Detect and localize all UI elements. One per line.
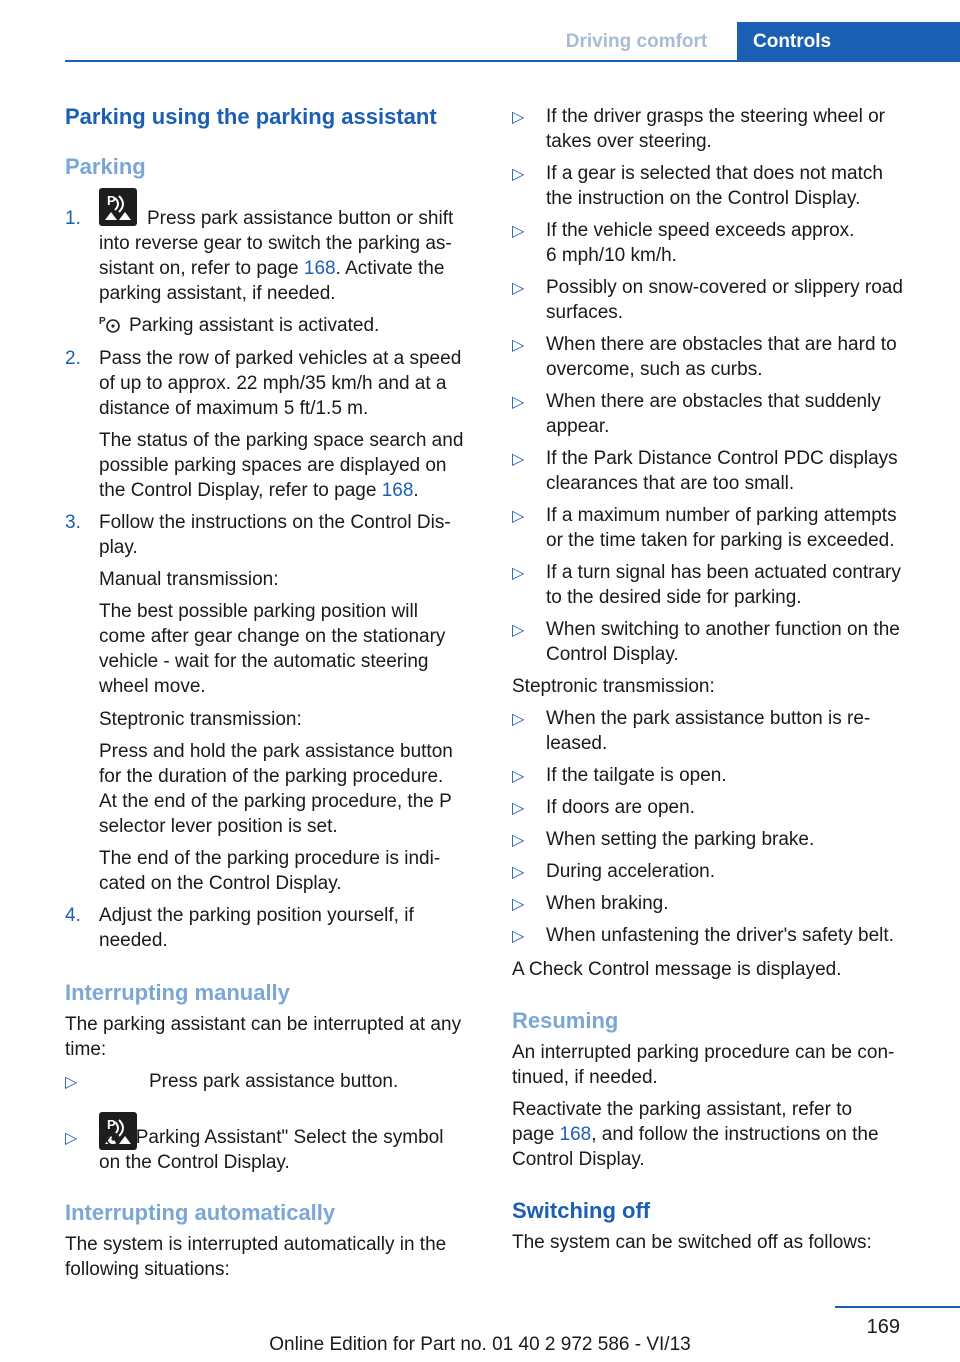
paragraph: A Check Control message is displayed. — [512, 959, 842, 980]
bullet-text: When there are obstacles that suddenly — [546, 391, 881, 412]
bullet-text: If a gear is selected that does not match — [546, 163, 883, 184]
step-text: selector lever position is set. — [99, 816, 338, 837]
step-text: Manual transmission: — [99, 569, 279, 590]
bullet-text: If the Park Distance Control PDC displays — [546, 448, 898, 469]
bullet-triangle: ▷ — [512, 832, 525, 849]
bullet-triangle: ▷ — [512, 711, 525, 728]
bullet-triangle: ▷ — [512, 565, 525, 582]
paragraph — [512, 1122, 879, 1147]
text: . Activate the — [335, 258, 445, 279]
bullet-triangle: ▷ — [512, 800, 525, 817]
paragraph: Steptronic transmission: — [512, 676, 715, 697]
page-number: 169 — [866, 1316, 900, 1338]
subheading-switching-off: Switching off — [512, 1198, 651, 1223]
step-text: Follow the instructions on the Control Dis- — [99, 512, 451, 533]
bullet-text: When switching to another function on the — [546, 619, 900, 640]
step-number: 2. — [65, 348, 81, 369]
bullet-text: overcome, such as curbs. — [546, 359, 763, 380]
paragraph: Reactivate the parking assistant, refer to — [512, 1099, 853, 1120]
step-text — [99, 256, 444, 281]
svg-text:P: P — [107, 193, 116, 208]
online-edition-note: Online Edition for Part no. 01 40 2 972 586 - VI/13 — [269, 1334, 691, 1355]
step-text: play. — [99, 537, 138, 558]
paragraph: The system can be switched off as follows: — [512, 1232, 872, 1253]
step-text: wheel move. — [99, 676, 206, 697]
text: , and follow the instructions on the — [591, 1124, 879, 1145]
bullet-triangle: ▷ — [512, 896, 525, 913]
svg-text:P: P — [107, 1117, 116, 1132]
bullet-text: clearances that are too small. — [546, 473, 795, 494]
bullet-triangle: ▷ — [512, 508, 525, 525]
page-link[interactable]: 168 — [381, 480, 414, 501]
text: the Control Display, refer to page — [99, 480, 382, 501]
step-text: vehicle - wait for the automatic steering — [99, 651, 429, 672]
step-text: Press and hold the park assistance button — [99, 741, 453, 762]
bullet-triangle: ▷ — [512, 109, 525, 126]
bullet-text: During acceleration. — [546, 861, 715, 882]
bullet-triangle: ▷ — [512, 451, 525, 468]
paragraph: time: — [65, 1039, 107, 1060]
paragraph: The system is interrupted automatically in the — [65, 1234, 447, 1255]
paragraph: The parking assistant can be interrupted at any — [65, 1014, 462, 1035]
bullet-triangle: ▷ — [512, 223, 525, 240]
step-text: cated on the Control Display. — [99, 873, 342, 894]
step-text: into reverse gear to switch the parking as- — [99, 233, 452, 254]
step-text — [99, 478, 419, 503]
bullet-triangle: ▷ — [512, 928, 525, 945]
paragraph: Control Display. — [512, 1149, 645, 1170]
header-chapter: Controls — [737, 22, 960, 62]
bullet-text: "Parking Assistant" Select the symbol — [129, 1127, 444, 1148]
bullet-triangle: ▷ — [512, 622, 525, 639]
step-number: 4. — [65, 905, 81, 926]
bullet-triangle: ▷ — [512, 864, 525, 881]
bullet-text: When there are obstacles that are hard to — [546, 334, 897, 355]
header-rule — [65, 60, 960, 62]
bullet-triangle: ▷ — [512, 166, 525, 183]
bullet-text: Possibly on snow-covered or slippery road — [546, 277, 903, 298]
bullet-text: Control Display. — [546, 644, 679, 665]
bullet-triangle: ▷ — [65, 1130, 78, 1147]
text: sistant on, refer to page — [99, 258, 304, 279]
text: . — [413, 480, 419, 501]
step-text: Steptronic transmission: — [99, 709, 302, 730]
step-text: distance of maximum 5 ft/1.5 m. — [99, 398, 369, 419]
page-title: Parking using the parking assistant — [65, 104, 437, 129]
bullet-text: If doors are open. — [546, 797, 695, 818]
bullet-text: on the Control Display. — [99, 1152, 290, 1173]
bullet-triangle: ▷ — [65, 1074, 78, 1091]
bullet-text: the instruction on the Control Display. — [546, 188, 861, 209]
step-text: The end of the parking procedure is indi- — [99, 848, 441, 869]
bullet-text: If the driver grasps the steering wheel or — [546, 106, 886, 127]
svg-text:P: P — [99, 1129, 106, 1140]
bullet-text: If a turn signal has been actuated contrary — [546, 562, 901, 583]
step-text: parking assistant, if needed. — [99, 283, 336, 304]
step-text: of up to approx. 22 mph/35 km/h and at a — [99, 373, 447, 394]
bullet-text: When unfastening the driver's safety belt. — [546, 925, 894, 946]
bullet-text: Press park assistance button. — [149, 1071, 399, 1092]
paragraph: tinued, if needed. — [512, 1067, 658, 1088]
page-link[interactable]: 168 — [559, 1124, 592, 1145]
bullet-triangle: ▷ — [512, 768, 525, 785]
note-text: Parking assistant is activated. — [129, 315, 380, 336]
step-text: The status of the parking space search and — [99, 430, 464, 451]
bullet-text: If the tailgate is open. — [546, 765, 727, 786]
bullet-text: takes over steering. — [546, 131, 712, 152]
bullet-text: 6 mph/10 km/h. — [546, 245, 677, 266]
step-text: Adjust the parking position yourself, if — [99, 905, 414, 926]
bullet-triangle: ▷ — [512, 337, 525, 354]
step-text: Press park assistance button or shift — [147, 208, 454, 229]
step-text: possible parking spaces are displayed on — [99, 455, 447, 476]
paragraph: following situations: — [65, 1259, 230, 1280]
bullet-text: If the vehicle speed exceeds approx. — [546, 220, 855, 241]
bullet-text: If a maximum number of parking attempts — [546, 505, 897, 526]
subheading-parking: Parking — [65, 154, 146, 179]
bullet-text: appear. — [546, 416, 610, 437]
step-text: At the end of the parking procedure, the P — [99, 791, 452, 812]
parking-assistant-icon — [99, 314, 121, 334]
subheading-resuming: Resuming — [512, 1008, 619, 1033]
bullet-triangle: ▷ — [512, 280, 525, 297]
bullet-text: When the park assistance button is re- — [546, 708, 871, 729]
bullet-text: to the desired side for parking. — [546, 587, 802, 608]
step-text: Pass the row of parked vehicles at a speed — [99, 348, 462, 369]
step-number: 3. — [65, 512, 81, 533]
step-text: come after gear change on the stationary — [99, 626, 446, 647]
step-text: needed. — [99, 930, 168, 951]
bullet-text: When braking. — [546, 893, 669, 914]
header-section: Driving comfort — [565, 31, 708, 52]
subheading-interrupting-manually: Interrupting manually — [65, 980, 290, 1005]
park-assist-button-icon — [99, 188, 137, 226]
step-number: 1. — [65, 208, 81, 229]
bullet-text: leased. — [546, 733, 608, 754]
bullet-triangle: ▷ — [512, 394, 525, 411]
parking-assistant-icon — [99, 1127, 121, 1147]
page-link[interactable]: 168 — [303, 258, 336, 279]
bullet-text: When setting the parking brake. — [546, 829, 815, 850]
bullet-text: or the time taken for parking is exceeded. — [546, 530, 895, 551]
svg-text:P: P — [99, 316, 106, 327]
text: page — [512, 1124, 560, 1145]
step-text: for the duration of the parking procedure. — [99, 766, 444, 787]
bullet-text: surfaces. — [546, 302, 624, 323]
subheading-interrupting-automatically: Interrupting automatically — [65, 1200, 336, 1225]
paragraph: An interrupted parking procedure can be con- — [512, 1042, 895, 1063]
footer-rule — [835, 1306, 960, 1308]
step-text: The best possible parking position will — [99, 601, 418, 622]
